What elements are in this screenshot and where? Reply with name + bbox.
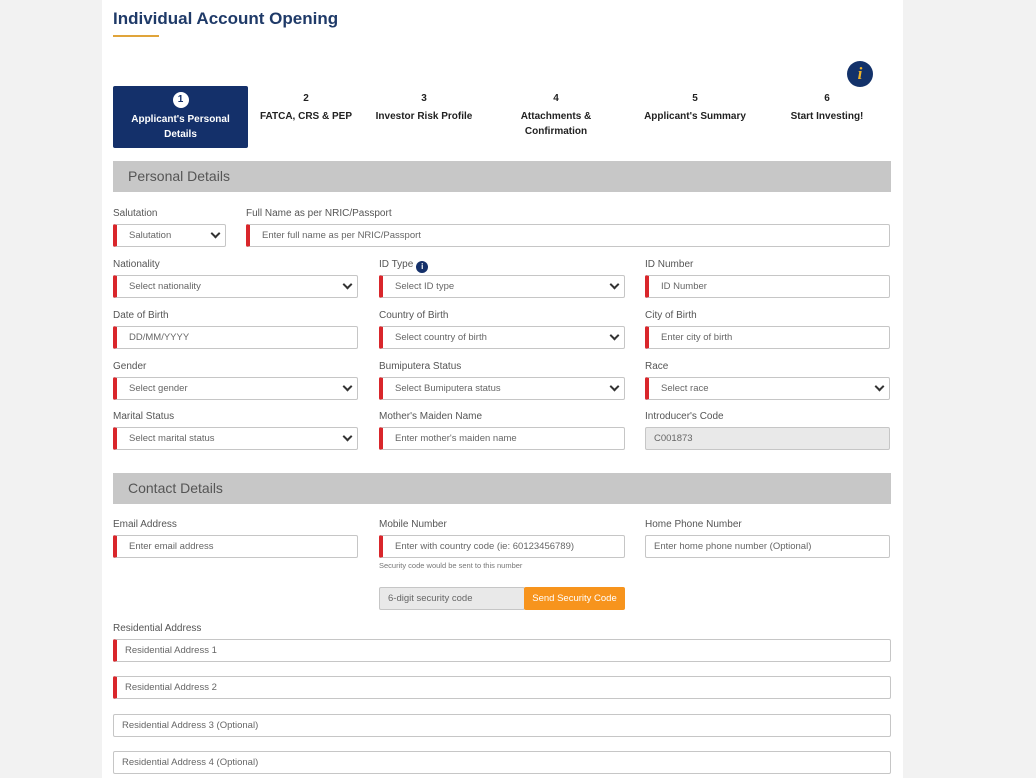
- step-2[interactable]: [255, 86, 357, 148]
- step-number: 5: [692, 93, 698, 104]
- security-code-input[interactable]: [379, 587, 525, 610]
- address-line-2-placeholder: Residential Address 2: [125, 682, 217, 693]
- address-line-1-placeholder: Residential Address 1: [125, 645, 217, 656]
- bumiputera-select[interactable]: [379, 377, 625, 400]
- chevron-down-icon: [211, 229, 221, 239]
- title-underline: [113, 35, 159, 37]
- salutation-select[interactable]: [113, 224, 226, 247]
- step-number: 2: [303, 93, 309, 104]
- id-type-label: [379, 259, 428, 273]
- address-line-2-input[interactable]: [113, 676, 891, 699]
- step-3[interactable]: [370, 86, 478, 148]
- maiden-name-placeholder: Enter mother's maiden name: [395, 433, 517, 444]
- dob-placeholder: DD/MM/YYYY: [129, 332, 190, 343]
- step-5[interactable]: [638, 86, 752, 148]
- chevron-down-icon: [343, 280, 353, 290]
- step-1[interactable]: [113, 86, 248, 148]
- info-icon[interactable]: i: [847, 61, 873, 87]
- chevron-down-icon: [610, 331, 620, 341]
- security-code-placeholder: 6-digit security code: [388, 593, 473, 604]
- chevron-down-icon: [875, 382, 885, 392]
- id-type-label-text: ID Type: [379, 259, 414, 270]
- id-number-input[interactable]: [645, 275, 890, 298]
- nationality-select[interactable]: [113, 275, 358, 298]
- id-number-placeholder: ID Number: [661, 281, 707, 292]
- introducer-value: C001873: [654, 433, 693, 444]
- step-label: Start Investing!: [790, 111, 864, 122]
- nationality-value: Select nationality: [129, 281, 201, 292]
- full-name-placeholder: Enter full name as per NRIC/Passport: [262, 230, 421, 241]
- full-name-label: Full Name as per NRIC/Passport: [246, 208, 392, 219]
- address-line-3-placeholder: Residential Address 3 (Optional): [122, 720, 259, 731]
- nationality-label: Nationality: [113, 259, 160, 270]
- introducer-input: [645, 427, 890, 450]
- introducer-label: Introducer's Code: [645, 411, 724, 422]
- gender-label: Gender: [113, 361, 147, 372]
- step-number: 3: [421, 93, 427, 104]
- id-number-label: ID Number: [645, 259, 694, 270]
- address-line-1-input[interactable]: [113, 639, 891, 662]
- maiden-name-label: Mother's Maiden Name: [379, 411, 483, 422]
- gender-select[interactable]: [113, 377, 358, 400]
- chevron-down-icon: [610, 280, 620, 290]
- country-of-birth-select[interactable]: [379, 326, 625, 349]
- id-type-value: Select ID type: [395, 281, 455, 292]
- id-type-select[interactable]: [379, 275, 625, 298]
- send-security-code-button[interactable]: Send Security Code: [524, 587, 625, 610]
- chevron-down-icon: [343, 432, 353, 442]
- dob-label: Date of Birth: [113, 310, 169, 321]
- address-line-4-input[interactable]: [113, 751, 891, 774]
- race-label: Race: [645, 361, 669, 372]
- salutation-label: Salutation: [113, 208, 158, 219]
- chevron-down-icon: [610, 382, 620, 392]
- step-label: FATCA, CRS & PEP: [259, 111, 353, 122]
- step-number: 4: [553, 93, 559, 104]
- step-label: Attachments & Confirmation: [520, 111, 592, 137]
- mobile-hint: Security code would be sent to this number: [379, 561, 523, 570]
- address-line-4-placeholder: Residential Address 4 (Optional): [122, 757, 259, 768]
- step-number: 6: [824, 93, 830, 104]
- home-phone-placeholder: Enter home phone number (Optional): [654, 541, 812, 552]
- country-of-birth-label: Country of Birth: [379, 310, 449, 321]
- bumiputera-value: Select Bumiputera status: [395, 383, 501, 394]
- home-phone-label: Home Phone Number: [645, 519, 742, 530]
- email-input[interactable]: [113, 535, 358, 558]
- step-label: Applicant's Summary: [644, 111, 746, 122]
- step-4[interactable]: [510, 86, 602, 148]
- city-of-birth-label: City of Birth: [645, 310, 697, 321]
- marital-label: Marital Status: [113, 411, 175, 422]
- mobile-placeholder: Enter with country code (ie: 60123456789): [395, 541, 575, 552]
- maiden-name-input[interactable]: [379, 427, 625, 450]
- step-6[interactable]: [783, 86, 871, 148]
- section-contact-details: Contact Details: [113, 473, 891, 504]
- city-of-birth-input[interactable]: [645, 326, 890, 349]
- address-line-3-input[interactable]: [113, 714, 891, 737]
- dob-input[interactable]: [113, 326, 358, 349]
- email-label: Email Address: [113, 519, 177, 530]
- gender-value: Select gender: [129, 383, 188, 394]
- bumiputera-label: Bumiputera Status: [379, 361, 462, 372]
- info-icon[interactable]: i: [416, 261, 428, 273]
- step-number: 1: [173, 92, 189, 108]
- marital-value: Select marital status: [129, 433, 215, 444]
- country-of-birth-value: Select country of birth: [395, 332, 487, 343]
- full-name-input[interactable]: [246, 224, 890, 247]
- mobile-label: Mobile Number: [379, 519, 447, 530]
- step-label: Investor Risk Profile: [375, 111, 473, 122]
- race-select[interactable]: [645, 377, 890, 400]
- home-phone-input[interactable]: [645, 535, 890, 558]
- email-placeholder: Enter email address: [129, 541, 214, 552]
- step-label: Applicant's Personal Details: [131, 114, 230, 140]
- residential-address-label: Residential Address: [113, 623, 202, 634]
- marital-select[interactable]: [113, 427, 358, 450]
- race-value: Select race: [661, 383, 709, 394]
- chevron-down-icon: [343, 382, 353, 392]
- salutation-value: Salutation: [129, 230, 172, 241]
- section-personal-details: Personal Details: [113, 161, 891, 192]
- page-title: Individual Account Opening: [113, 9, 339, 28]
- mobile-input[interactable]: [379, 535, 625, 558]
- city-of-birth-placeholder: Enter city of birth: [661, 332, 733, 343]
